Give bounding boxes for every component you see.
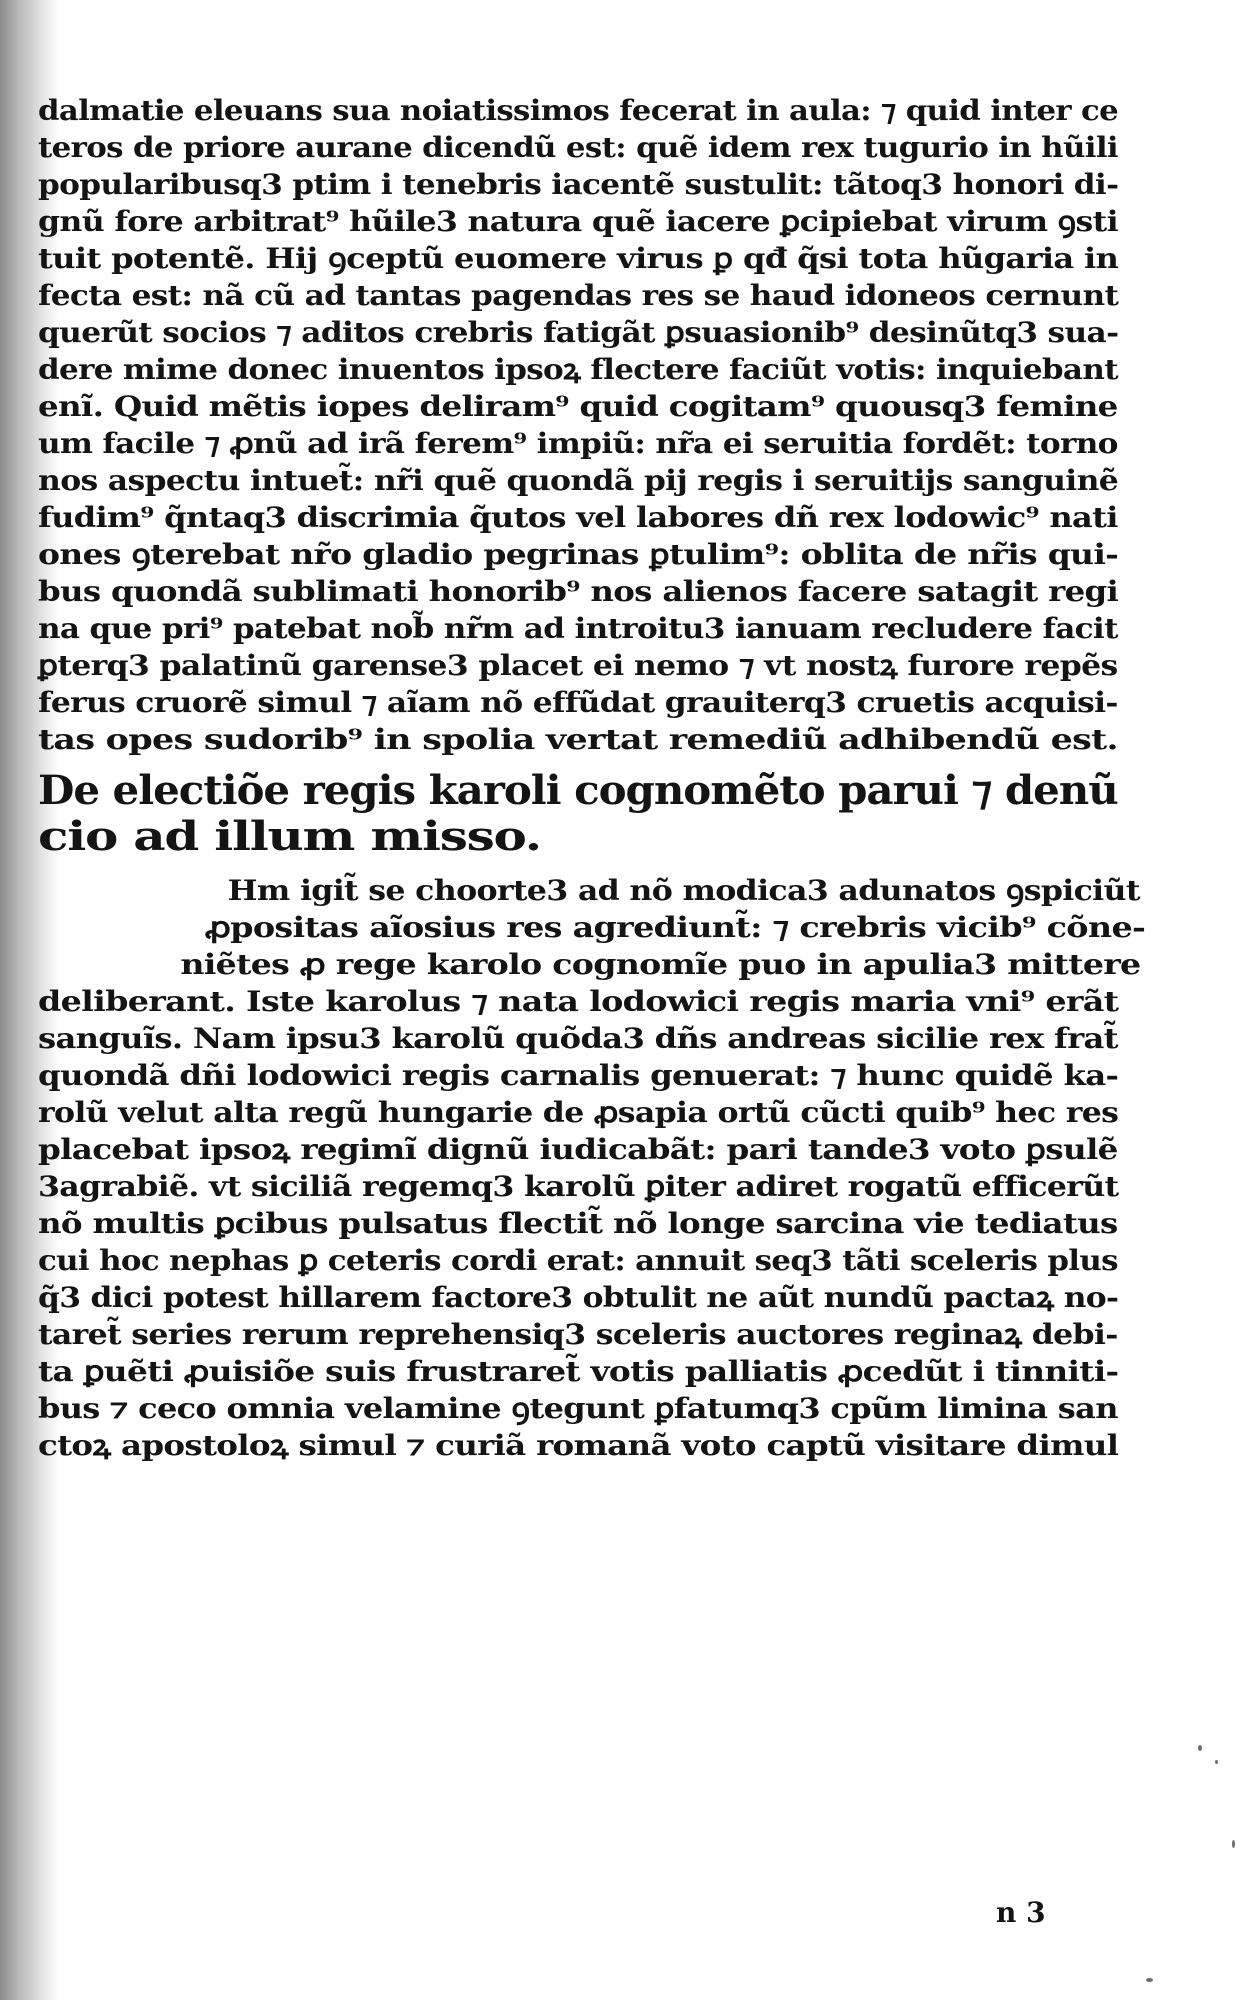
text-line: dere mime donec inuentos ipsoꝝ flectere faciũt votis: inquiebant: [38, 353, 1118, 386]
text-line: tas opes sudorib⁹ in spolia vertat remediũ adhibendũ est.: [38, 723, 1118, 756]
text-line: quondã dñi lodowici regis carnalis genuerat: ⁊ hunc quidẽ ka-: [38, 1059, 1119, 1092]
text-line: taret̃ series rerum reprehensiq3 sceleris auctores reginaꝝ debi-: [38, 1318, 1118, 1351]
chapter-heading: [38, 768, 1118, 860]
text-line: ta ꝑuẽti ꝓuisiõe suis frustraret̃ votis palliatis ꝓcedũt i tinniti-: [38, 1355, 1119, 1388]
text-line: niẽtes ꝓ rege karolo cognomĩe puo in apulia3 mittere: [180, 948, 1141, 981]
signature-mark: n 3: [996, 1896, 1046, 1929]
text-line: teros de priore aurane dicendũ est: quẽ idem rex tugurio in hũili: [38, 131, 1118, 164]
text-line: Hm igit̃ se choorte3 ad nõ modica3 adunatos ꝯspiciũt: [227, 874, 1140, 907]
text-line: ferus cruorẽ simul ⁊ aĩam nõ effũdat grauiterq3 cruetis acquisi-: [38, 686, 1118, 719]
text-line: rolũ velut alta regũ hungarie de ꝓsapia ortũ cũcti quib⁹ hec res: [38, 1096, 1119, 1129]
text-line: nõ multis ꝑcibus pulsatus flectit̃ nõ longe sarcina vie tediatus: [38, 1207, 1118, 1240]
text-line: q̃3 dici potest hillarem factore3 obtulit ne aũt nundũ pactaꝝ no-: [38, 1281, 1119, 1314]
text-line: 3agrabiẽ. vt siciliã regemq3 karolũ ꝑiter adiret rogatũ efficerũt: [38, 1170, 1119, 1203]
text-line: gnũ fore arbitrat⁹ hũile3 natura quẽ iacere ꝑcipiebat virum ꝯsti: [38, 205, 1118, 238]
text-line: ones ꝯterebat nr̃o gladio pegrinas ꝑtulim⁹: oblita de nr̃is qui-: [38, 538, 1119, 571]
text-line: querũt socios ⁊ aditos crebris fatigãt ꝑsuasionib⁹ desinũtq3 sua-: [38, 316, 1119, 349]
page-body: [38, 92, 1146, 1464]
scan-speck: [1215, 1760, 1218, 1764]
text-line: bus quondã sublimati honorib⁹ nos alienos facere satagit regi: [38, 575, 1119, 608]
text-line: cui hoc nephas ꝑ ceteris cordi erat: annuit seq3 tãti sceleris plus: [38, 1244, 1118, 1277]
text-line: ctoꝝ apostoloꝝ simul ⁊ curiã romanã voto captũ visitare dimul: [38, 1429, 1119, 1462]
scan-speck: [1198, 1745, 1202, 1751]
text-line: placebat ipsoꝝ regimĩ dignũ iudicabãt: pari tande3 voto ꝑsulẽ: [38, 1133, 1118, 1166]
text-line: um facile ⁊ ꝓnũ ad irã ferem⁹ impiũ: nr̃a ei seruitia fordẽt: torno: [38, 427, 1118, 460]
text-line: nos aspectu intuet̃: nr̃i quẽ quondã pij regis i seruitijs sanguinẽ: [38, 464, 1119, 497]
scan-speck: [1232, 1840, 1235, 1848]
text-line: enĩ. Quid mẽtis iopes deliram⁹ quid cogitam⁹ quousq3 femine: [38, 390, 1118, 423]
text-line: ꝑterq3 palatinũ garense3 placet ei nemo ⁊ vt nostꝝ furore repẽs: [38, 649, 1118, 682]
text-line: deliberant. Iste karolus ⁊ nata lodowici regis maria vni⁹ erãt: [38, 985, 1119, 1018]
text-line: De electiõe regis karoli cognomẽto parui ⁊ denũ: [38, 767, 1118, 814]
text-line: na que pri⁹ patebat nob̃ nr̃m ad introitu3 ianuam recludere facit: [38, 612, 1118, 645]
text-line: ꝓpositas aĩosius res agrediunt̃: ⁊ crebris vicib⁹ cõne-: [205, 911, 1146, 944]
paragraph-1: [38, 92, 1118, 758]
text-line: popularibusq3 ptim i tenebris iacentẽ sustulit: tãtoq3 honori di-: [38, 168, 1119, 201]
text-line: fudim⁹ q̃ntaq3 discrimia q̃utos vel labores dñ rex lodowic⁹ nati: [38, 501, 1118, 534]
text-line: cio ad illum misso.: [38, 813, 541, 860]
text-line: sanguĩs. Nam ipsu3 karolũ quõda3 dñs andreas sicilie rex frat̃: [38, 1022, 1118, 1055]
text-line: tuit potentẽ. Hij ꝯceptũ euomere virus ꝑ qđ q̃si tota hũgaria in: [38, 242, 1119, 275]
text-line: dalmatie eleuans sua noiatissimos fecerat in aula: ⁊ quid inter ce: [38, 94, 1119, 127]
text-line: bus ⁊ ceco omnia velamine ꝯtegunt ꝑfatumq3 cpũm limina san: [38, 1392, 1118, 1425]
paragraph-2: [38, 872, 1146, 1464]
text-line: fecta est: nã cũ ad tantas pagendas res se haud idoneos cernunt: [38, 279, 1119, 312]
scan-speck: [1146, 1978, 1153, 1982]
